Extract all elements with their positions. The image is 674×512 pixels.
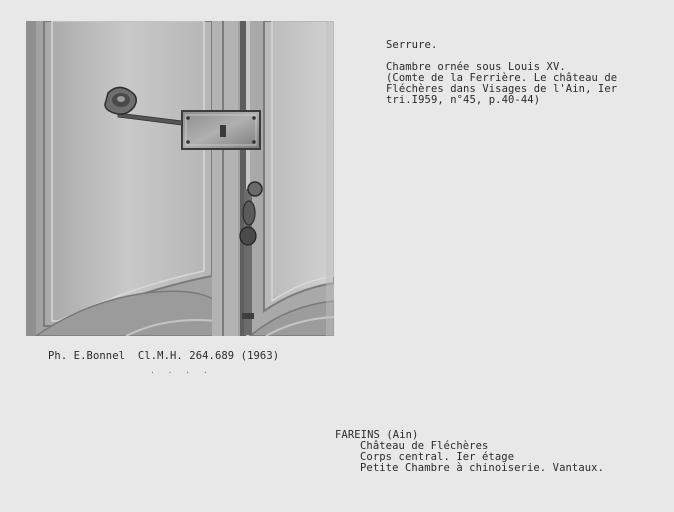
caption-description-line: Chambre ornée sous Louis XV. [386, 61, 566, 73]
caption-description-line: (Comte de la Ferrière. Le château de [386, 72, 618, 84]
location-line: Petite Chambre à chinoiserie. Vantaux. [360, 462, 605, 474]
rosette-knob [105, 87, 136, 114]
door-lock-photo-drawing [26, 21, 334, 336]
door-lock-photo [26, 21, 334, 336]
caption-description-line: tri.I959, n°45, p.40-44) [386, 94, 541, 106]
caption-description-line: Fléchères dans Visages de l'Ain, Ier [386, 83, 618, 95]
location-line: Corps central. Ier étage [360, 451, 515, 463]
location-line: Château de Fléchères [360, 440, 489, 452]
photo-credit: Ph. E.Bonnel Cl.M.H. 264.689 (1963) [48, 350, 280, 362]
caption-title: Serrure. [386, 39, 438, 51]
dotted-mark: . . . . [150, 366, 212, 375]
location-commune: FAREINS (Ain) [335, 429, 419, 441]
